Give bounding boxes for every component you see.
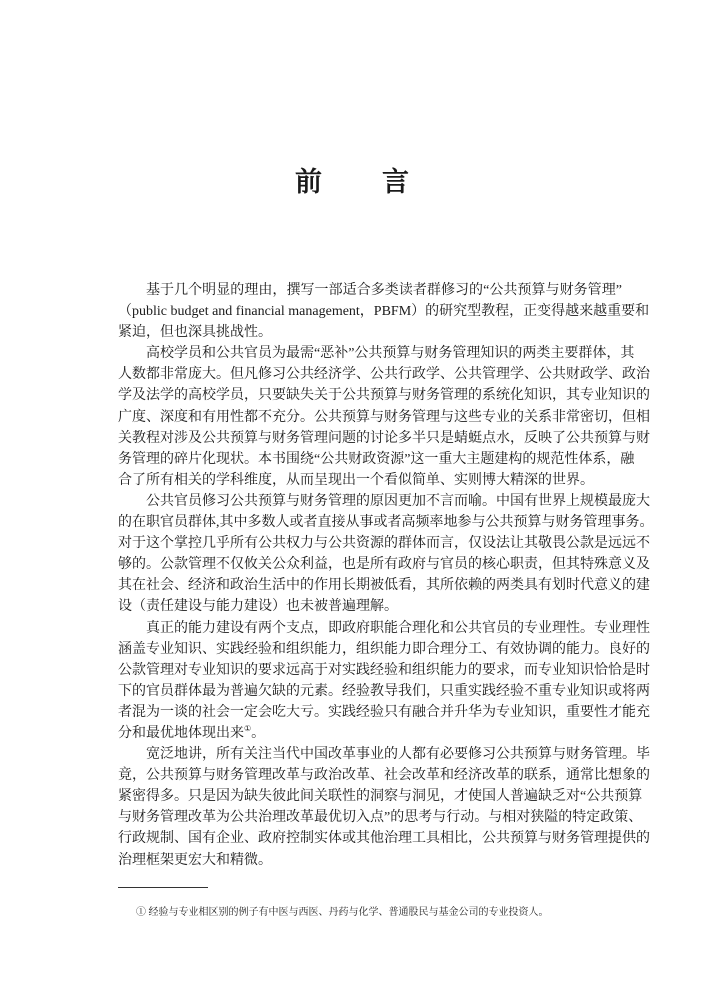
text-line: （public budget and financial management，PBFM）的研究型教程，正变得越来越重要和 [118, 304, 650, 320]
paragraph [118, 343, 650, 491]
paragraph [118, 744, 650, 871]
text-line: 紧密得多。只是因为缺失彼此间关联性的洞察与洞见，才使国人普遍缺乏对“公共预算 [118, 789, 643, 805]
footnote [136, 903, 549, 918]
paragraph [118, 491, 654, 618]
text-line: 行政规制、国有企业、政府控制实体或其他治理工具相比，公共预算与财务管理提供的 [118, 831, 650, 847]
text-line: 下的官员群体最为普遍欠缺的元素。经验教导我们，只重实践经验不重专业知识或将两 [118, 683, 650, 699]
footnote-ref[interactable]: ① [244, 723, 252, 733]
text-line: 宽泛地讲，所有关注当代中国改革事业的人都有必要修习公共预算与财务管理。毕 [146, 747, 650, 763]
text-line: 高校学员和公共官员为最需“恶补”公共预算与财务管理知识的两类主要群体，其 [146, 346, 635, 362]
title-char-2: 言 [382, 167, 411, 197]
paragraph [118, 618, 650, 745]
text-line [118, 723, 622, 744]
paragraph [118, 280, 650, 343]
text-line: 竟，公共预算与财务管理改革与政治改革、社会改革和经济改革的联系，通常比想象的 [118, 768, 650, 784]
text-line: 真正的能力建设有两个支点，即政府职能合理化和公共官员的专业理性。专业理性 [146, 620, 650, 636]
text-line: 基于几个明显的理由，撰写一部适合多类读者群修习的“公共预算与财务管理” [146, 283, 622, 298]
title-char-1: 前 [295, 167, 324, 197]
text-line: 关教程对涉及公共预算与财务管理问题的讨论多半只是蜻蜓点水，反映了公共预算与财 [118, 430, 650, 446]
text-line: 设（责任建设与能力建设）也未被普遍理解。 [118, 599, 398, 615]
text-line: 紧迫，但也深具挑战性。 [118, 325, 272, 341]
footnote-divider [118, 887, 208, 888]
text-line: 合了所有相关的学科维度，从而呈现出一个看似简单、实则博大精深的世界。 [118, 472, 594, 488]
line-text: 分和最优地体现出来 [118, 725, 244, 741]
text-line: 对于这个掌控几乎所有公共权力与公共资源的群体而言，仅设法让其敬畏公款是远远不 [118, 536, 650, 552]
text-line: 治理框架更宏大和精微。 [118, 852, 272, 868]
footnote-marker: ① [136, 907, 146, 918]
text-line: 人数都非常庞大。但凡修习公共经济学、公共行政学、公共管理学、公共财政学、政治 [118, 367, 650, 383]
body-text [118, 280, 654, 871]
text-line: 务管理的碎片化现状。本书围绕“公共财政资源”这一重大主题建构的规范性体系，融 [118, 451, 635, 467]
text-line: 公共官员修习公共预算与财务管理的原因更加不言而喻。中国有世界上规模最庞大 [146, 493, 650, 509]
text-line: 够的。公款管理不仅攸关公众利益，也是所有政府与官员的核心职责，但其特殊意义及 [118, 557, 650, 573]
text-line: 广度、深度和有用性都不充分。公共预算与财务管理与这些专业的关系非常密切，但相 [118, 409, 650, 425]
text-line: 学及法学的高校学员，只要缺失关于公共预算与财务管理的系统化知识，其专业知识的 [118, 388, 650, 404]
text-line: 与财务管理改革为公共治理改革最优切入点”的思考与行动。与相对狭隘的特定政策、 [118, 810, 643, 826]
text-line: 涵盖专业知识、实践经验和组织能力，组织能力即合理分工、有效协调的能力。良好的 [118, 641, 650, 657]
text-line: 公款管理对专业知识的要求远高于对实践经验和组织能力的要求，而专业知识恰恰是时 [118, 662, 650, 678]
line-end: 。 [251, 725, 266, 741]
page-title [0, 160, 706, 199]
text-line: 其在社会、经济和政治生活中的作用长期被低看，其所依赖的两类具有划时代意义的建 [118, 578, 650, 594]
text-line: 的在职官员群体,其中多数人或者直接从事或者高频率地参与公共预算与财务管理事务。 [118, 515, 654, 531]
text-line: 者混为一谈的社会一定会吃大亏。实践经验只有融合并升华为专业知识，重要性才能充 [118, 704, 650, 720]
footnote-text: 经验与专业相区别的例子有中医与西医、丹药与化学、普通股民与基金公司的专业投资人。 [148, 907, 549, 918]
